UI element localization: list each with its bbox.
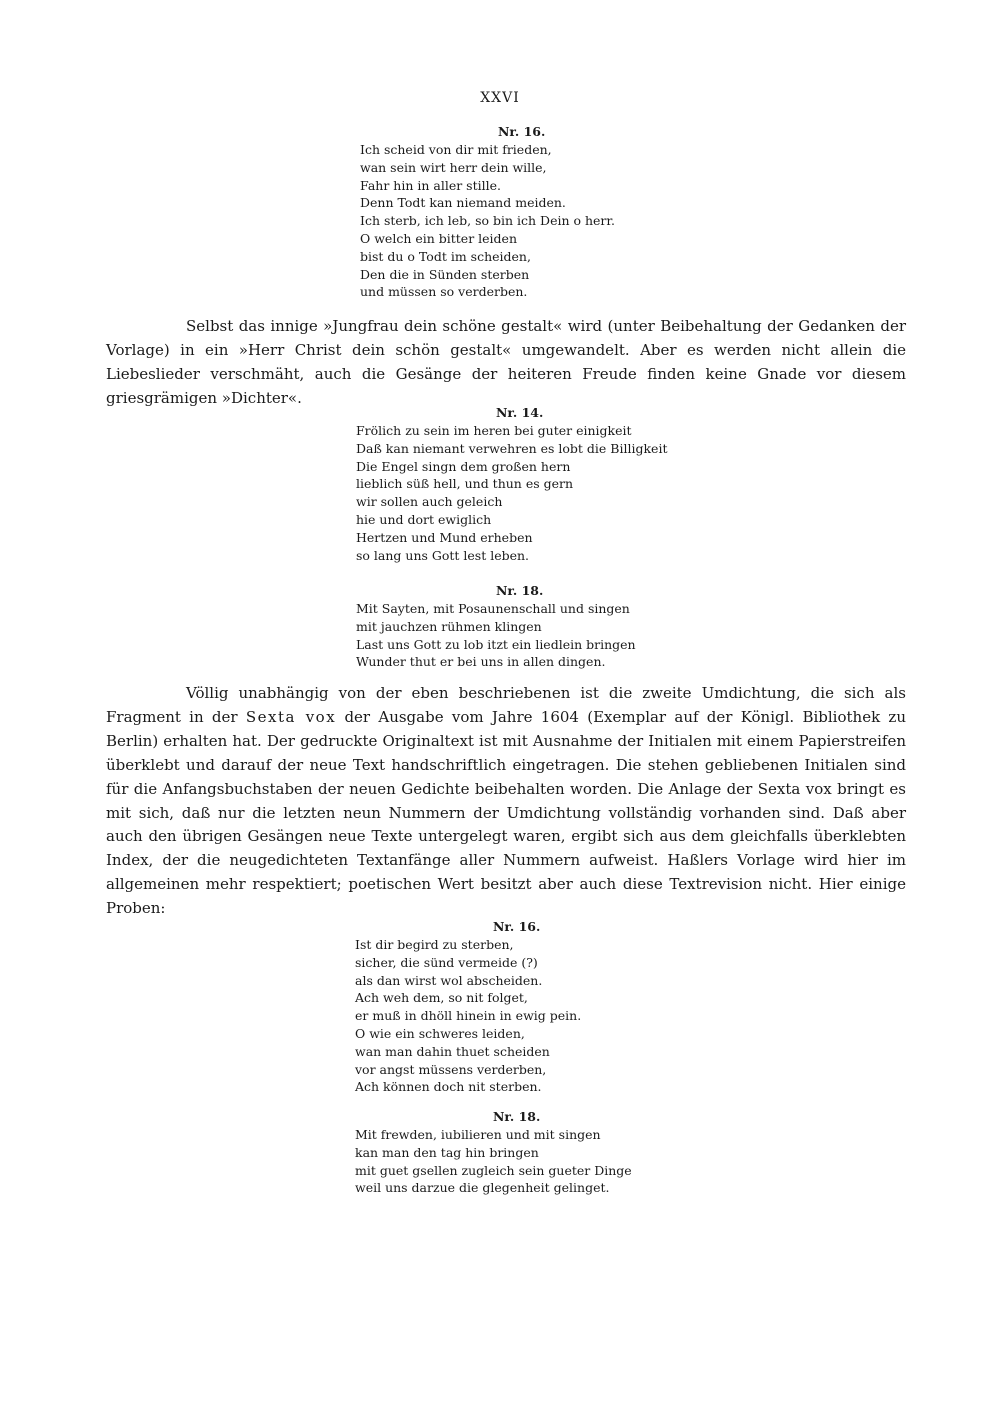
poem-line: Fahr hin in aller stille.	[360, 177, 501, 193]
poem-line: Die Engel singn dem großen hern	[356, 458, 571, 474]
poem-line: Denn Todt kan niemand meiden.	[360, 195, 566, 211]
poem-line: Ich scheid von dir mit frieden,	[360, 142, 552, 157]
poem-line: hie und dort ewiglich	[356, 511, 492, 527]
paragraph-segment: Völlig unabhängig von der eben beschriebenen ist die zweite Umdichtung, die sich als Fragment in der	[106, 684, 906, 726]
poem-nr16-second	[355, 918, 581, 1096]
poem-heading: Nr. 14.	[496, 405, 544, 420]
poem-line: Den die in Sünden sterben	[360, 266, 530, 282]
poem-nr14	[356, 404, 667, 564]
poem-line: mit guet gsellen zugleich sein gueter Dinge	[355, 1162, 632, 1178]
page-number: XXVI	[480, 90, 520, 106]
poem-line: wir sollen auch geleich	[356, 494, 503, 510]
poem-line: Daß kan niemant verwehren es lobt die Billigkeit	[356, 440, 668, 456]
paragraph-text	[106, 682, 906, 921]
body-paragraph	[106, 682, 906, 921]
poem-heading: Nr. 16.	[493, 919, 541, 934]
emphasized-term: Sexta vox	[245, 707, 337, 726]
poem-nr18-first	[356, 582, 636, 671]
poem-line: sicher, die sünd vermeide (?)	[355, 954, 538, 970]
poem-line: Ich sterb, ich leb, so bin ich Dein o herr.	[360, 213, 615, 229]
poem-line: wan man dahin thuet scheiden	[355, 1043, 550, 1059]
poem-line: Ist dir begird zu sterben,	[355, 937, 514, 952]
poem-line: mit jauchzen rühmen klingen	[356, 618, 542, 634]
poem-line: vor angst müssens verderben,	[355, 1061, 547, 1077]
poem-line: so lang uns Gott lest leben.	[356, 547, 530, 563]
poem-heading: Nr. 16.	[498, 124, 546, 139]
poem-line: O wie ein schweres leiden,	[355, 1025, 525, 1041]
poem-line: weil uns darzue die glegenheit gelinget.	[355, 1180, 610, 1196]
poem-line: Last uns Gott zu lob itzt ein liedlein bringen	[356, 636, 636, 652]
poem-line: er muß in dhöll hinein in ewig pein.	[355, 1008, 582, 1024]
poem-nr16-first	[360, 123, 615, 301]
poem-line: Wunder thut er bei uns in allen dingen.	[356, 654, 606, 670]
poem-line: Ach können doch nit sterben.	[355, 1079, 542, 1095]
body-paragraph	[106, 315, 906, 411]
poem-heading: Nr. 18.	[493, 1109, 541, 1124]
poem-line: kan man den tag hin bringen	[355, 1144, 539, 1160]
poem-line: Mit frewden, iubilieren und mit singen	[355, 1127, 601, 1142]
poem-line: lieblich süß hell, und thun es gern	[356, 476, 574, 492]
poem-line: Hertzen und Mund erheben	[356, 529, 533, 545]
poem-line: als dan wirst wol abscheiden.	[355, 972, 543, 988]
paragraph-segment: der Ausgabe vom Jahre 1604 (Exemplar auf der Königl. Bibliothek zu Berlin) erhalten hat. Der gedruckte Originaltext ist mit Ausnahme der Initialen mit einem Papierstreifen überklebt und darauf der neue Text handschriftlich eingetragen. Die stehen gebliebenen Initialen sind für die Anfangsbuchstaben der neuen Gedichte beibehalten worden. Die Anlage der Sexta vox bringt es mit sich, daß nur die letzten neun Nummern der Umdichtung vollständig vorhanden sind. Daß aber auch den übrigen Gesängen neue Texte untergelegt waren, ergibt sich aus dem gleichfalls überklebten Index, der die neugedichteten Textanfänge aller Nummern aufweist. Haßlers Vorlage wird hier im allgemeinen mehr respektiert; poetischen Wert besitzt aber auch diese Textrevision nicht. Hier einige Proben:	[106, 707, 906, 918]
paragraph-text: Selbst das innige »Jungfrau dein schöne gestalt« wird (unter Beibehaltung der Gedanken der Vorlage) in ein »Herr Christ dein schön gestalt« umgewandelt. Aber es werden nicht allein die Liebeslieder verschmäht, auch die Gesänge der heiteren Freude finden keine Gnade vor diesem griesgrämigen »Dichter«.	[106, 317, 906, 407]
poem-line: O welch ein bitter leiden	[360, 230, 517, 246]
poem-line: und müssen so verderben.	[360, 284, 528, 300]
poem-line: wan sein wirt herr dein wille,	[360, 159, 547, 175]
poem-line: Ach weh dem, so nit folget,	[355, 990, 528, 1006]
poem-nr18-second	[355, 1108, 632, 1197]
poem-line: bist du o Todt im scheiden,	[360, 248, 531, 264]
poem-line: Frölich zu sein im heren bei guter einigkeit	[356, 423, 632, 438]
poem-heading: Nr. 18.	[496, 583, 544, 598]
poem-line: Mit Sayten, mit Posaunenschall und singen	[356, 601, 630, 616]
